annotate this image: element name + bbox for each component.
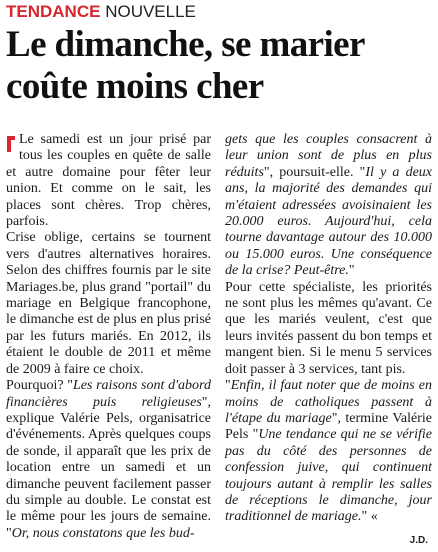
text-segment: " «: [361, 509, 378, 525]
paragraph-budgets: [225, 132, 432, 280]
paragraph-crise: Crise oblige, certains se tournent vers d'autres alternatives horaires. Selon des chiffres fournis par le site Mariages.be, plus grand "portail" du mariage en Belgique francophone, le dimanche est de plus en plus prisé par les futurs mariés. En 2012, ils étaient le double de 2011 et même de 2009 à faire ce choix.: [6, 230, 211, 377]
article-column-right: [225, 132, 432, 552]
paragraph-conclusion: [225, 378, 432, 526]
headline-line-2: coûte moins cher: [6, 66, 264, 107]
red-corner-mark: [7, 136, 15, 152]
article-column-left: [6, 132, 211, 552]
paragraph-intro-text: Le samedi est un jour prisé par tous les couples en quête de salle et autre domaine pour fêter leur union. Et comme on le sait, les places sont chères. Trop chères, parfois.: [6, 132, 211, 230]
author-signature: J.D.: [409, 535, 428, 546]
quote-segment: Or, nous constatons que les bud-: [11, 525, 195, 541]
quote-segment: Une tendance qui ne se vérifie pas du côté des personnes de confession juive, qui continuent toujours autant à remplir les salles de réceptions le dimanche, jour traditionnel de mariage.: [225, 427, 432, 525]
rubric-tendance: TENDANCE: [6, 2, 101, 21]
paragraph-intro: [6, 132, 211, 230]
headline-line-1: Le dimanche, se marier: [6, 24, 365, 65]
quote-segment: Enfin, il faut noter que de moins en moins de catholiques passent à l'étape du mariage: [225, 378, 432, 426]
text-segment: ", termine Valérie Pels ": [225, 410, 432, 443]
article-headline: [6, 24, 432, 108]
rubric-nouvelle: NOUVELLE: [105, 2, 196, 21]
text-segment: Pourquoi? ": [6, 378, 73, 394]
text-segment: ": [348, 263, 355, 279]
quote-segment: gets que les couples consacrent à leur union sont de plus en plus réduits: [225, 132, 432, 180]
text-segment: ": [225, 378, 231, 394]
quote-segment: Il y a deux ans, la majorité des demandes qui m'étaient adressées avoisinaient les 20.000 euros. Aujourd'hui, cela tourne davantage autour des 10.000 ou 15.000 euros. Une conséquence de la crise? Peut-être.: [225, 164, 432, 279]
text-segment: ", poursuit-elle. ": [263, 164, 366, 180]
paragraph-priorites: Pour cette spécialiste, les priorités ne sont plus les mêmes qu'avant. Ce que les mariés veulent, c'est que leurs invités passent du bon temps et mangent bien. Si le menu 5 services doit passer à 3 services, tant pis.: [225, 279, 432, 377]
text-segment: ", explique Valérie Pels, organisatrice d'événements. Après quelques coups de sonde, il apparaît que les prix de location entre un samedi et un dimanche peuvent facilement passer du simple au double. Le constat est le même pour les jours de semaine. ": [6, 394, 211, 541]
quote-segment: Les raisons sont d'abord financières puis religieuses: [6, 378, 211, 410]
paragraph-pourquoi: [6, 378, 211, 542]
section-rubric: [6, 2, 196, 22]
